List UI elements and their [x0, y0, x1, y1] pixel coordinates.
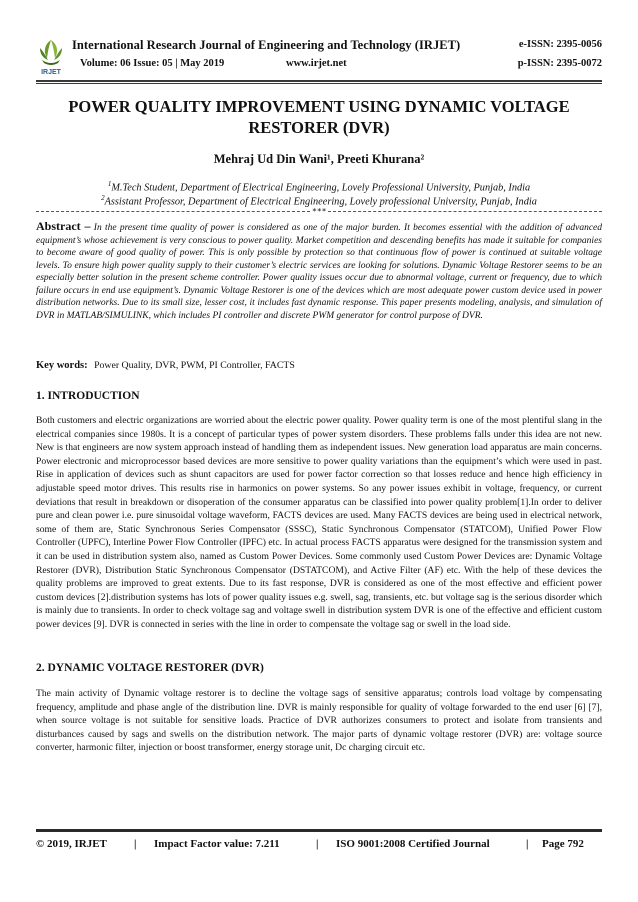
- affiliation-2-text: Assistant Professor, Department of Electrical Engineering, Lovely professional University, Punjab, India: [104, 196, 537, 208]
- abstract-label: Abstract –: [36, 219, 91, 233]
- separator-dash-right: [328, 211, 602, 212]
- keywords: [36, 360, 602, 371]
- paper-title: [36, 96, 602, 138]
- header-rule-thin: [36, 83, 602, 84]
- svg-text:IRJET: IRJET: [41, 69, 61, 76]
- paper-title-line-2: RESTORER (DVR): [248, 118, 390, 137]
- journal-title: International Research Journal of Engineering and Technology (IRJET): [72, 38, 461, 52]
- pissn: p-ISSN: 2395-0072: [517, 58, 602, 69]
- journal-website: www.irjet.net: [286, 58, 347, 69]
- footer-copyright: © 2019, IRJET: [36, 838, 107, 850]
- footer-impact-factor: Impact Factor value: 7.211: [154, 838, 280, 850]
- affiliation-2-mark: 2: [101, 194, 105, 202]
- keywords-label: Key words:: [36, 360, 88, 371]
- affiliation-1: [36, 180, 602, 193]
- paper-title-line-1: POWER QUALITY IMPROVEMENT USING DYNAMIC VOLTAGE: [68, 97, 570, 116]
- section-heading-dvr: 2. DYNAMIC VOLTAGE RESTORER (DVR): [36, 662, 264, 674]
- volume-issue: Volume: 06 Issue: 05 | May 2019: [80, 58, 225, 69]
- footer-rule: [36, 829, 602, 832]
- page-footer: [36, 838, 602, 854]
- footer-iso: ISO 9001:2008 Certified Journal: [336, 838, 490, 850]
- section-separator: [36, 206, 602, 218]
- footer-separator: |: [526, 838, 529, 850]
- section-heading-introduction: 1. INTRODUCTION: [36, 390, 140, 402]
- section-body-introduction: Both customers and electric organizations are worried about the electric power quality. Power quality term is one of the most plentiful slang in the electrical companies since 1980s. It is a concept of particular types of power system disorders. These problems falls under this idea are not new. New is that engineers are now system approach instead of handling them as independent issues. New generation load apparatus are main concerns. Power electronic and microprocessor based devices are more sensitive to power quality variations than the equipment’s which were used in past. Rise in application of devices such as shunt capacitors are used for power factor correction so that losses reduce and hence high efficiency in adjustable speed motor drives. This results rise in harmonics on power systems. So any power issues exhibit in voltage, frequency, or current deviations that result in breakdown or disoperation of the consumer apparatus can be classified into power quality problem[1].In order to deliver pure and clean power i.e. pure sinusoidal voltage waveform, FACTS devices are used. Many FACTS devices are being used in electrical network, some of them are, Static Synchronous Series Compensator (SSSC), Static Synchronous Compensator (STATCOM), Unified Power Flow Controller (UPFC), Interline Power Flow Controller (IPFC) etc. In actual process FACTS apparatus were designed for the transmission system and it can be used in distribution system also, named as Custom Power Devices. Some commonly used Custom Power Devices are: Dynamic Voltage Restorer (DVR), Distribution Static Synchronous Compensator (DSTATCOM), and Active Filter (AF) etc. With the help of these devices the quality problems are improved to great extents. Due to its fast response, DVR is considered as one of the most effective and efficient power custom devices [2].distribution systems has lots of power quality issues e.g. swell, sag, transients, etc. but voltage sag is the serious disorder which is mainly due to transients. In order to check voltage sag and voltage swell in distribution system DVR is one of the effective and efficient custom power devices [9]. DVR is connected in series with the line in order to compensate the voltage sag or swell in the load side.: [36, 415, 602, 630]
- paper-authors: Mehraj Ud Din Wani¹, Preeti Khurana²: [213, 152, 425, 166]
- affiliation-1-mark: 1: [107, 180, 112, 188]
- separator-dash-left: [36, 211, 310, 212]
- irjet-logo-icon: [36, 36, 66, 76]
- header-rule: [36, 80, 602, 82]
- journal-header: [36, 34, 602, 82]
- separator-stars: ***: [312, 207, 327, 216]
- affiliation-1-text: M.Tech Student, Department of Electrical Engineering, Lovely Professional University, Punjab, India: [111, 182, 531, 194]
- footer-page-number: Page 792: [542, 838, 584, 850]
- footer-separator: |: [316, 838, 319, 850]
- eissn: e-ISSN: 2395-0056: [518, 39, 602, 50]
- section-body-dvr: The main activity of Dynamic voltage restorer is to decline the voltage sags of sensitive apparatus; controls load voltage by compensating frequency, amplitude and phase angle of the distribution line. DVR is mainly responsible for quality of voltage forwarded to the end user [6] [7], when source voltage is not suitable for sensitive loads. Practice of DVR authorizes consumers to protect and isolate from transients and disturbances caused by sags and swells on the distribution network. The major parts of dynamic voltage restorer (DVR) are: voltage source converter, harmonic filter, injection or boost transformer, energy storage unit, Dc charging circuit etc.: [36, 688, 602, 754]
- abstract: [36, 220, 602, 322]
- keywords-text: Power Quality, DVR, PWM, PI Controller, FACTS: [94, 360, 295, 371]
- abstract-text: In the present time quality of power is considered as one of the major burden. It becomes essential with the addition of advanced equipment’s whose achievement is very conscious to power quality. Market competition and descending benefits has made it suitable for companies to become aware of good quality of power. This is only possible by protection so that continuous flow of power is continued at suitable voltage levels. To ensure high power quality supply to their customer’s electric services are looking for solutions. Dynamic Voltage Restorer seems to be an especially better solution in the present scheme controller. Power quality issues occur due to abnormal voltage, current or frequency, due to which failure occurs in end use equipment’s. Dynamic Voltage Restorer is one of the devices which are most adequate power custom device used in power distribution networks. Due to its small size, lesser cost, it includes fast dynamic response. This paper presents modeling, analysis, and simulation of DVR in MATLAB/SIMULINK, which includes PI controller and discrete PWM generator for control purpose of DVR.: [36, 223, 602, 321]
- footer-separator: |: [134, 838, 137, 850]
